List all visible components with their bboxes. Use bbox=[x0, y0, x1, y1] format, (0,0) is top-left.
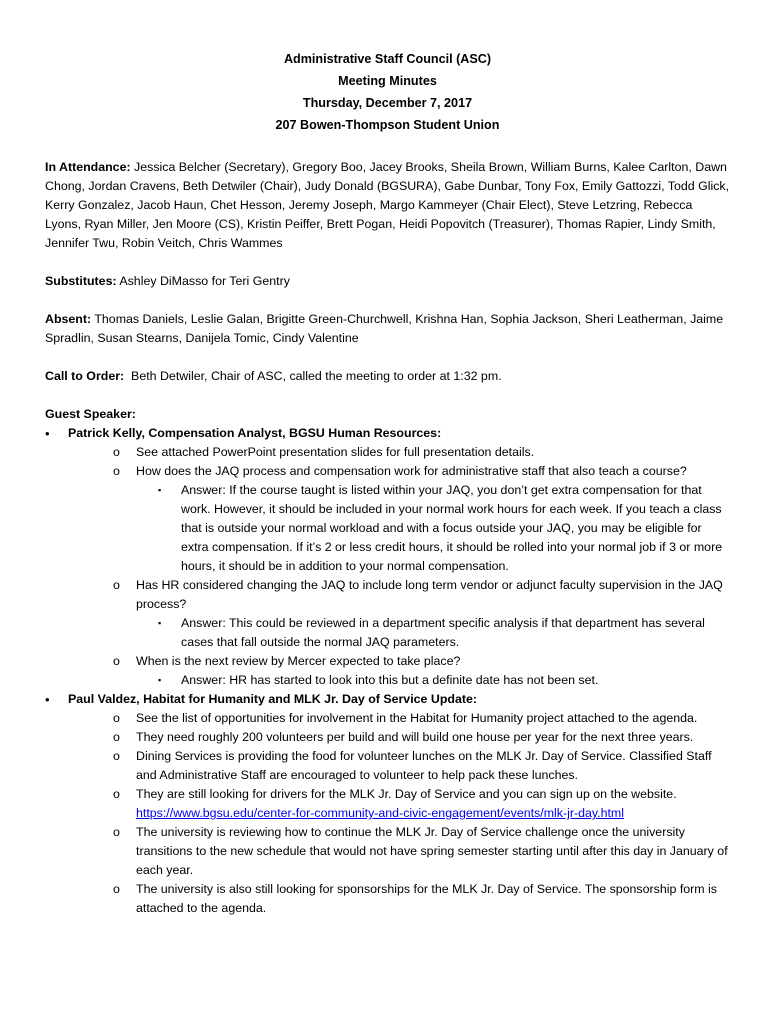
header-location: 207 Bowen-Thompson Student Union bbox=[275, 118, 500, 132]
speaker-list bbox=[45, 424, 730, 918]
attendance-label: In Attendance: bbox=[45, 160, 131, 174]
circle-bullet-icon: o bbox=[113, 711, 120, 725]
note-text: How does the JAQ process and compensation work for administrative staff that also teach a course? bbox=[136, 464, 687, 478]
header-title: Administrative Staff Council (ASC) bbox=[283, 52, 492, 66]
substitutes-text: Ashley DiMasso for Teri Gentry bbox=[116, 274, 290, 288]
note-item bbox=[113, 576, 730, 652]
call-to-order-label: Call to Order: bbox=[45, 369, 125, 383]
speaker-item bbox=[45, 690, 730, 918]
answer-text: Answer: This could be reviewed in a department specific analysis if that department has several cases that fall outside the normal JAQ parameters. bbox=[181, 616, 705, 649]
bullet-icon: • bbox=[45, 692, 50, 707]
attendance-text: Jessica Belcher (Secretary), Gregory Boo, Jacey Brooks, Sheila Brown, William Burns, Kalee Carlton, Dawn Chong, Jordan Cravens, Beth Detwiler (Chair), Judy Donald (BGSURA), Gabe Dunbar, Tony Fox, Emily Gattozzi, Todd Glick, Kerry Gonzalez, Jacob Haun, Chet Hesson, Jeremy Joseph, Margo Kammeyer (Chair Elect), Steve Letzring, Rebecca Lyons, Ryan Miller, Jen Moore (CS), Kristin Peiffer, Brett Pogan, Heidi Popovitch (Treasurer), Thomas Rapier, Lindy Smith, Jennifer Twu, Robin Veitch, Chris Wammes bbox=[45, 160, 730, 250]
answer-item bbox=[158, 671, 730, 690]
answer-item bbox=[158, 481, 730, 576]
call-to-order-text: Beth Detwiler, Chair of ASC, called the meeting to order at 1:32 pm. bbox=[124, 369, 502, 383]
absent-section bbox=[45, 310, 730, 348]
note-text: The university is also still looking for sponsorships for the MLK Jr. Day of Service. The sponsorship form is attached to the agenda. bbox=[136, 882, 717, 915]
guest-speaker-section bbox=[45, 405, 730, 918]
answer-list bbox=[136, 671, 730, 690]
circle-bullet-icon: o bbox=[113, 578, 120, 592]
square-bullet-icon: ▪ bbox=[158, 485, 162, 495]
circle-bullet-icon: o bbox=[113, 787, 120, 801]
square-bullet-icon: ▪ bbox=[158, 618, 162, 628]
note-text: See attached PowerPoint presentation slides for full presentation details. bbox=[136, 445, 535, 459]
answer-list bbox=[136, 481, 730, 576]
speaker-notes bbox=[68, 709, 730, 918]
circle-bullet-icon: o bbox=[113, 882, 120, 896]
answer-list bbox=[136, 614, 730, 652]
header-date: Thursday, December 7, 2017 bbox=[302, 96, 473, 110]
note-item bbox=[113, 652, 730, 690]
bullet-icon: • bbox=[45, 426, 50, 441]
attendance-section bbox=[45, 158, 730, 253]
note-item bbox=[113, 462, 730, 576]
circle-bullet-icon: o bbox=[113, 825, 120, 839]
document-page bbox=[45, 48, 730, 918]
answer-item bbox=[158, 614, 730, 652]
guest-speaker-label: Guest Speaker: bbox=[45, 407, 136, 421]
document-header bbox=[45, 48, 730, 136]
note-text: The university is reviewing how to continue the MLK Jr. Day of Service challenge once the university transitions to the new schedule that would not have spring semester starting until after this day in January of each year. bbox=[136, 825, 728, 877]
circle-bullet-icon: o bbox=[113, 654, 120, 668]
note-item bbox=[113, 785, 730, 823]
circle-bullet-icon: o bbox=[113, 730, 120, 744]
speaker-title: Paul Valdez, Habitat for Humanity and MLK Jr. Day of Service Update: bbox=[68, 692, 477, 706]
note-text: They need roughly 200 volunteers per build and will build one house per year for the next three years. bbox=[136, 730, 694, 744]
note-item bbox=[113, 443, 730, 462]
substitutes-label: Substitutes: bbox=[45, 274, 117, 288]
note-text: See the list of opportunities for involvement in the Habitat for Humanity project attached to the agenda. bbox=[136, 711, 698, 725]
note-item bbox=[113, 880, 730, 918]
header-subtitle: Meeting Minutes bbox=[338, 74, 437, 88]
substitutes-section bbox=[45, 272, 730, 291]
call-to-order-section bbox=[45, 367, 730, 386]
note-item bbox=[113, 823, 730, 880]
circle-bullet-icon: o bbox=[113, 445, 120, 459]
note-text: Has HR considered changing the JAQ to include long term vendor or adjunct faculty supervision in the JAQ process? bbox=[136, 578, 723, 611]
note-text: Dining Services is providing the food for volunteer lunches on the MLK Jr. Day of Service. Classified Staff and Administrative Staff are encouraged to volunteer to help pack these lunches. bbox=[136, 749, 712, 782]
answer-text: Answer: If the course taught is listed within your JAQ, you don’t get extra compensation for that work. However, it should be included in your normal work hours for each week. If you teach a class that is outside your normal workload and with a focus outside your JAQ, you may be eligible for extra compensation. If it’s 2 or less credit hours, it should be rolled into your normal job if 3 or more hours, it should be in addition to your normal compensation. bbox=[181, 483, 723, 573]
answer-text: Answer: HR has started to look into this but a definite date has not been set. bbox=[181, 673, 599, 687]
event-link[interactable]: https://www.bgsu.edu/center-for-community-and-civic-engagement/events/mlk-jr-day.html bbox=[136, 806, 625, 820]
note-text: When is the next review by Mercer expected to take place? bbox=[136, 654, 461, 668]
speaker-title: Patrick Kelly, Compensation Analyst, BGSU Human Resources: bbox=[68, 426, 442, 440]
square-bullet-icon: ▪ bbox=[158, 675, 162, 685]
absent-text: Thomas Daniels, Leslie Galan, Brigitte Green-Churchwell, Krishna Han, Sophia Jackson, Sheri Leatherman, Jaime Spradlin, Susan Stearns, Danijela Tomic, Cindy Valentine bbox=[45, 312, 724, 345]
note-text: They are still looking for drivers for the MLK Jr. Day of Service and you can sign up on the website. bbox=[136, 787, 677, 801]
note-item bbox=[113, 709, 730, 728]
note-item bbox=[113, 728, 730, 747]
speaker-notes bbox=[68, 443, 730, 690]
note-item bbox=[113, 747, 730, 785]
absent-label: Absent: bbox=[45, 312, 92, 326]
circle-bullet-icon: o bbox=[113, 749, 120, 763]
speaker-item bbox=[45, 424, 730, 690]
circle-bullet-icon: o bbox=[113, 464, 120, 478]
